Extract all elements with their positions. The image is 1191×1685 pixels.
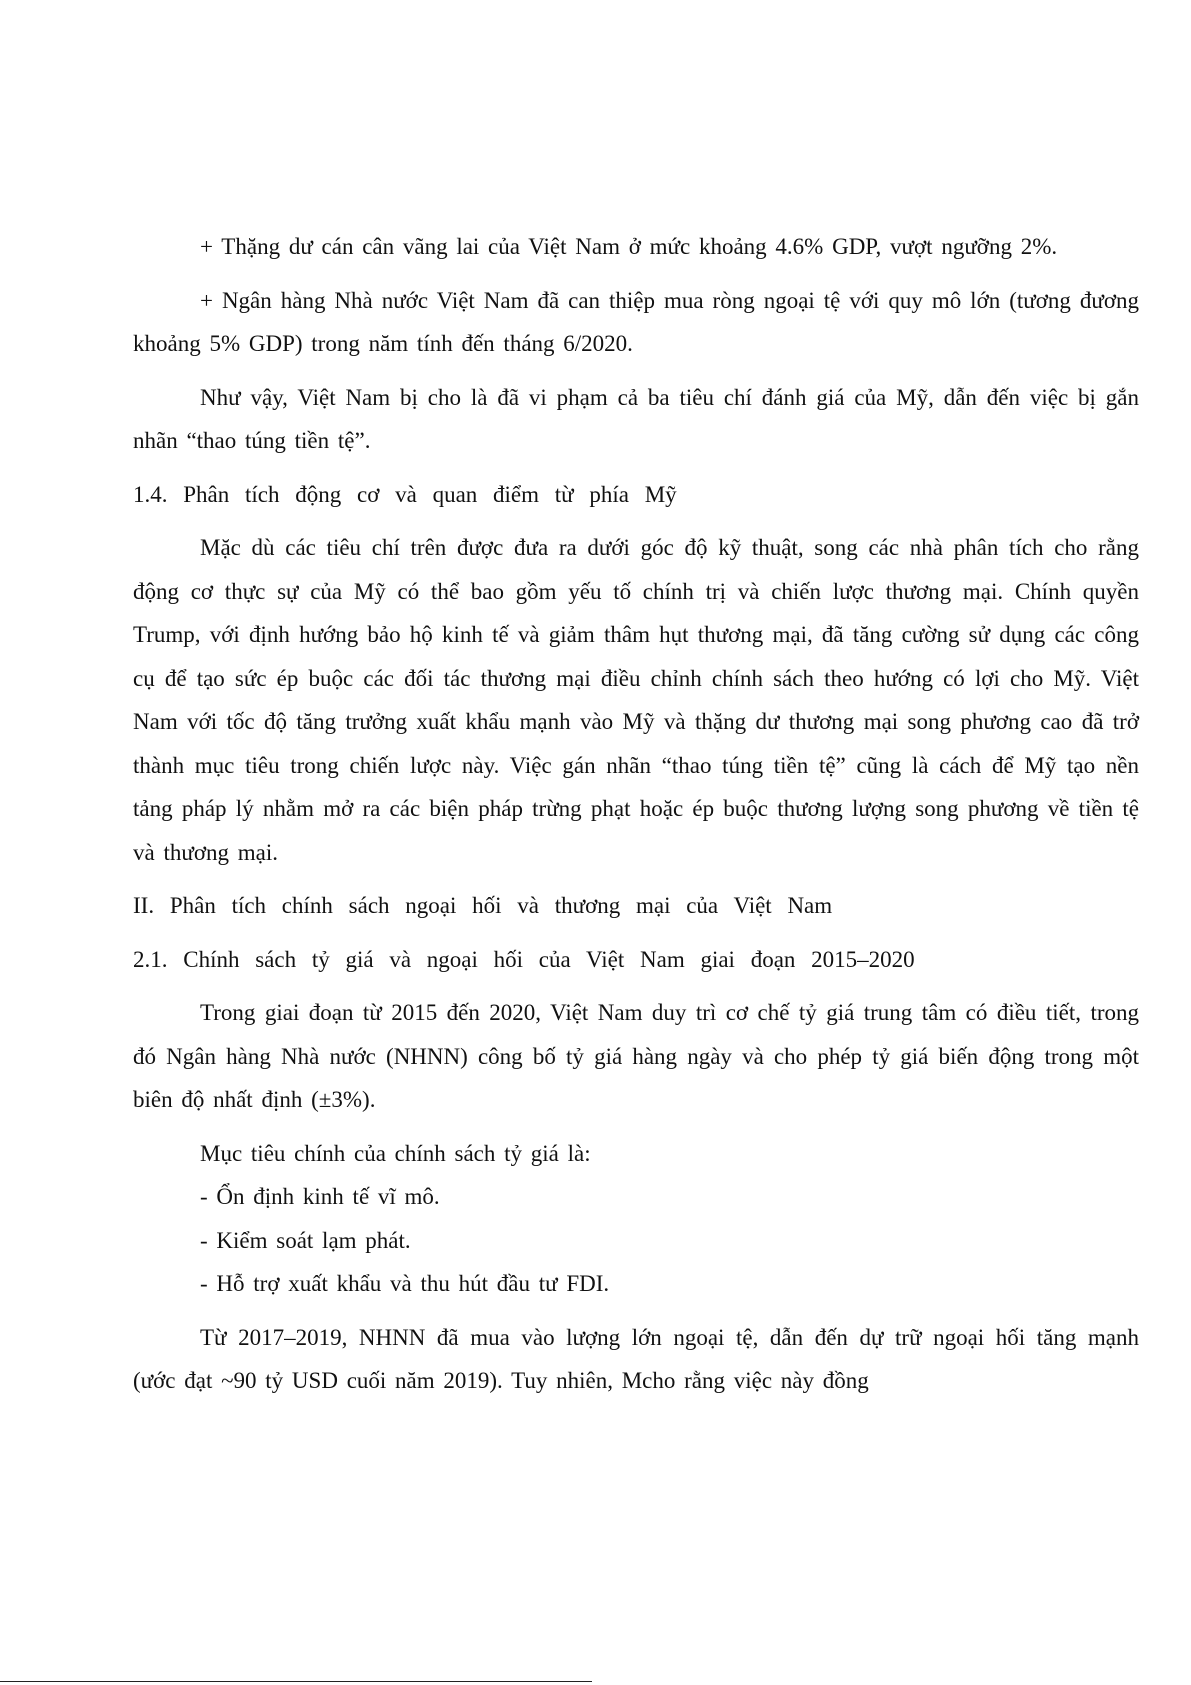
paragraph-current-account: + Thặng dư cán cân vãng lai của Việt Nam ở mức khoảng 4.6% GDP, vượt ngưỡng 2%. xyxy=(200,234,1058,259)
heading-section-II: II. Phân tích chính sách ngoại hối và thương mại của Việt Nam xyxy=(133,893,833,918)
paragraph-sbv-intervention: + Ngân hàng Nhà nước Việt Nam đã can thiệp mua ròng ngoại tệ với quy mô lớn (tương đương khoảng 5% GDP) trong năm tính đến tháng 6/2020. xyxy=(133,287,1139,356)
document-body xyxy=(133,225,1139,1403)
objective-item: - Hỗ trợ xuất khẩu và thu hút đầu tư FDI. xyxy=(200,1271,610,1296)
heading-2-1: 2.1. Chính sách tỷ giá và ngoại hối của Việt Nam giai đoạn 2015–2020 xyxy=(133,946,915,972)
heading-1-4: 1.4. Phân tích động cơ và quan điểm từ phía Mỹ xyxy=(133,481,677,507)
footnote-divider xyxy=(0,1681,592,1682)
objective-item: - Kiểm soát lạm phát. xyxy=(200,1227,411,1253)
paragraph-exchange-rate: Trong giai đoạn từ 2015 đến 2020, Việt Nam duy trì cơ chế tỷ giá trung tâm có điều tiết, trong đó Ngân hàng Nhà nước (NHNN) công bố tỷ giá hàng ngày và cho phép tỷ giá biến động trong một biên độ nhất định (±3%). xyxy=(133,1000,1139,1112)
paragraph-us-motive: Mặc dù các tiêu chí trên được đưa ra dưới góc độ kỹ thuật, song các nhà phân tích cho rằng động cơ thực sự của Mỹ có thể bao gồm yếu tố chính trị và chiến lược thương mại. Chính quyền Trump, với định hướng bảo hộ kinh tế và giảm thâm hụt thương mại, đã tăng cường sử dụng các công cụ để tạo sức ép buộc các đối tác thương mại điều chỉnh chính sách theo hướng có lợi cho Mỹ. Việt Nam với tốc độ tăng trưởng xuất khẩu mạnh vào Mỹ và thặng dư thương mại song phương cao đã trở thành mục tiêu trong chiến lược này. Việc gán nhãn “thao túng tiền tệ” cũng là cách để Mỹ tạo nền tảng pháp lý nhằm mở ra các biện pháp trừng phạt hoặc ép buộc thương lượng song phương về tiền tệ và thương mại. xyxy=(133,535,1139,865)
objective-item: - Ổn định kinh tế vĩ mô. xyxy=(200,1184,440,1209)
paragraph-conclusion: Như vậy, Việt Nam bị cho là đã vi phạm cả ba tiêu chí đánh giá của Mỹ, dẫn đến việc bị gắn nhãn “thao túng tiền tệ”. xyxy=(133,384,1139,453)
paragraph-reserves: Từ 2017–2019, NHNN đã mua vào lượng lớn ngoại tệ, dẫn đến dự trữ ngoại hối tăng mạnh (ước đạt ~90 tỷ USD cuối năm 2019). Tuy nhiên, Mcho rằng việc này đồng xyxy=(133,1324,1139,1393)
objectives-intro: Mục tiêu chính của chính sách tỷ giá là: xyxy=(200,1140,591,1166)
